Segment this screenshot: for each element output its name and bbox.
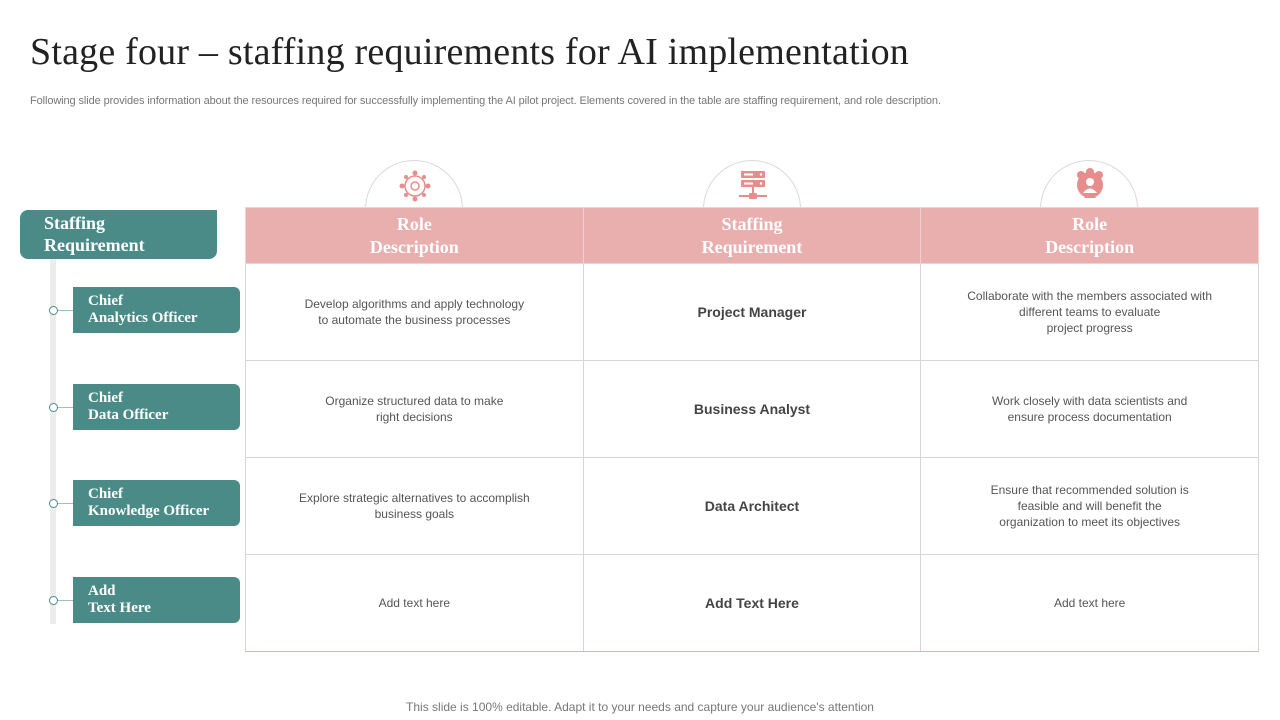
table-cell: Data Architect bbox=[583, 458, 921, 555]
timeline-connector bbox=[58, 310, 73, 311]
server-icon-holder bbox=[703, 160, 801, 209]
table-cell: Explore strategic alternatives to accomplish business goals bbox=[246, 458, 584, 555]
staffing-table bbox=[245, 207, 1259, 652]
page-title: Stage four – staffing requirements for AI implementation bbox=[30, 31, 910, 73]
role-chief-knowledge-officer: Chief Knowledge Officer bbox=[73, 480, 240, 526]
table-cell: Project Manager bbox=[583, 264, 921, 361]
table-cell: Business Analyst bbox=[583, 361, 921, 458]
team-icon bbox=[1072, 168, 1108, 204]
table-cell: Collaborate with the members associated with different teams to evaluate project progress bbox=[921, 264, 1259, 361]
table-cell: Add text here bbox=[246, 555, 584, 652]
table-row bbox=[246, 361, 1259, 458]
column-header: Role Description bbox=[246, 208, 584, 264]
table-header-row bbox=[246, 208, 1259, 264]
role-chief-analytics-officer: Chief Analytics Officer bbox=[73, 287, 240, 333]
timeline-dot bbox=[49, 596, 58, 605]
table-row bbox=[246, 555, 1259, 652]
server-icon bbox=[735, 168, 771, 204]
timeline-dot bbox=[49, 499, 58, 508]
network-icon-holder bbox=[365, 160, 463, 209]
table-cell: Develop algorithms and apply technology to automate the business processes bbox=[246, 264, 584, 361]
staffing-requirement-header: Staffing Requirement bbox=[20, 210, 217, 259]
table-cell: Ensure that recommended solution is feasible and will benefit the organization to meet its objectives bbox=[921, 458, 1259, 555]
network-icon bbox=[397, 168, 433, 204]
timeline-connector bbox=[58, 600, 73, 601]
table-row bbox=[246, 264, 1259, 361]
table-cell: Work closely with data scientists and ensure process documentation bbox=[921, 361, 1259, 458]
table-row bbox=[246, 458, 1259, 555]
team-icon-holder bbox=[1040, 160, 1138, 209]
role-add-text-here: Add Text Here bbox=[73, 577, 240, 623]
timeline-connector bbox=[58, 407, 73, 408]
footer-note: This slide is 100% editable. Adapt it to your needs and capture your audience's attention bbox=[406, 700, 874, 714]
table-cell: Add Text Here bbox=[583, 555, 921, 652]
timeline-dot bbox=[49, 306, 58, 315]
timeline-dot bbox=[49, 403, 58, 412]
role-chief-data-officer: Chief Data Officer bbox=[73, 384, 240, 430]
column-header: Staffing Requirement bbox=[583, 208, 921, 264]
table-cell: Add text here bbox=[921, 555, 1259, 652]
column-header: Role Description bbox=[921, 208, 1259, 264]
page-subtitle: Following slide provides information about the resources required for successfully implementing the AI pilot project. Elements covered in the table are staffing requirement, and role description. bbox=[30, 95, 941, 107]
timeline-connector bbox=[58, 503, 73, 504]
table-cell: Organize structured data to make right decisions bbox=[246, 361, 584, 458]
